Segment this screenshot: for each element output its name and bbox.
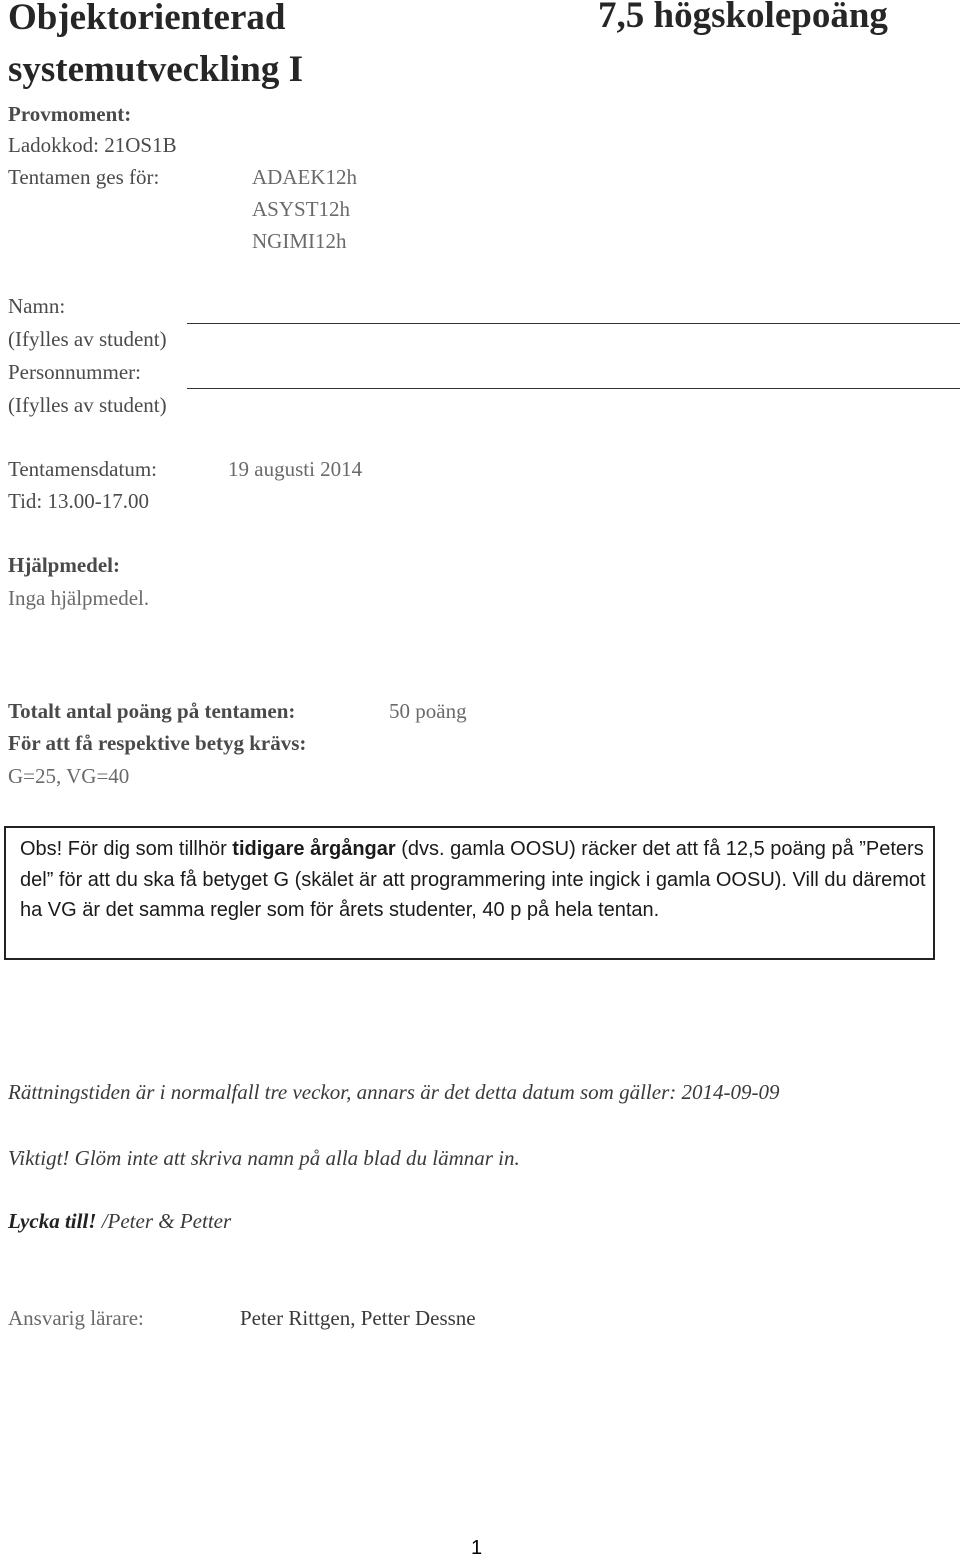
totalt-value: 50 poäng (389, 699, 467, 723)
notice-text-1: Obs! För dig som tillhör (20, 838, 233, 860)
signature: /Peter & Petter (96, 1209, 232, 1233)
page-number: 1 (471, 1537, 483, 1559)
datum-value: 19 augusti 2014 (228, 457, 363, 481)
credits: 7,5 högskolepoäng (598, 0, 888, 36)
namn-line[interactable] (187, 323, 960, 324)
title-line-2: systemutveckling I (8, 49, 303, 90)
notice-text-2: (dvs. gamla OOSU) räcker det att få 12,5 poäng på ”Peters del” för att du ska få betyget G (skälet är att programmering inte ingick i gamla OOSU). Vill du däremot ha VG är det samma regler som för årets studenter, 40 p på hela tentan. (20, 838, 926, 921)
hjalpmedel-value: Inga hjälpmedel. (8, 586, 150, 610)
ladokkod: Ladokkod: 21OS1B (8, 133, 177, 157)
betyg-value: G=25, VG=40 (8, 764, 130, 788)
group-item: ADAEK12h (252, 165, 357, 189)
ansvarig-label: Ansvarig lärare: (8, 1306, 144, 1330)
lycka-line (8, 1209, 231, 1234)
lycka-till: Lycka till! (8, 1209, 97, 1233)
provmoment-label: Provmoment: (8, 102, 132, 126)
notice-bold: tidigare årgångar (232, 838, 396, 860)
tentamen-label: Tentamen ges för: (8, 165, 160, 189)
tid: Tid: 13.00-17.00 (8, 489, 150, 513)
group-item: NGIMI12h (252, 229, 347, 253)
totalt-label: Totalt antal poäng på tentamen: (8, 699, 296, 723)
ansvarig-value: Peter Rittgen, Petter Dessne (240, 1306, 476, 1330)
personnummer-line[interactable] (187, 388, 960, 389)
group-item: ASYST12h (252, 197, 351, 221)
namn-hint: (Ifylles av student) (8, 327, 167, 351)
notice-box (4, 826, 935, 960)
personnummer-label: Personnummer: (8, 360, 141, 384)
hjalpmedel-label: Hjälpmedel: (8, 553, 120, 577)
viktigt-text: Viktigt! Glöm inte att skriva namn på alla blad du lämnar in. (8, 1146, 520, 1170)
namn-label: Namn: (8, 294, 66, 318)
rattningstid-text: Rättningstiden är i normalfall tre veckor, annars är det detta datum som gäller: 2014-09-09 (8, 1080, 780, 1104)
datum-label: Tentamensdatum: (8, 457, 157, 481)
title-line-1: Objektorienterad (8, 0, 286, 38)
personnummer-hint: (Ifylles av student) (8, 393, 167, 417)
betyg-label: För att få respektive betyg krävs: (8, 731, 307, 755)
